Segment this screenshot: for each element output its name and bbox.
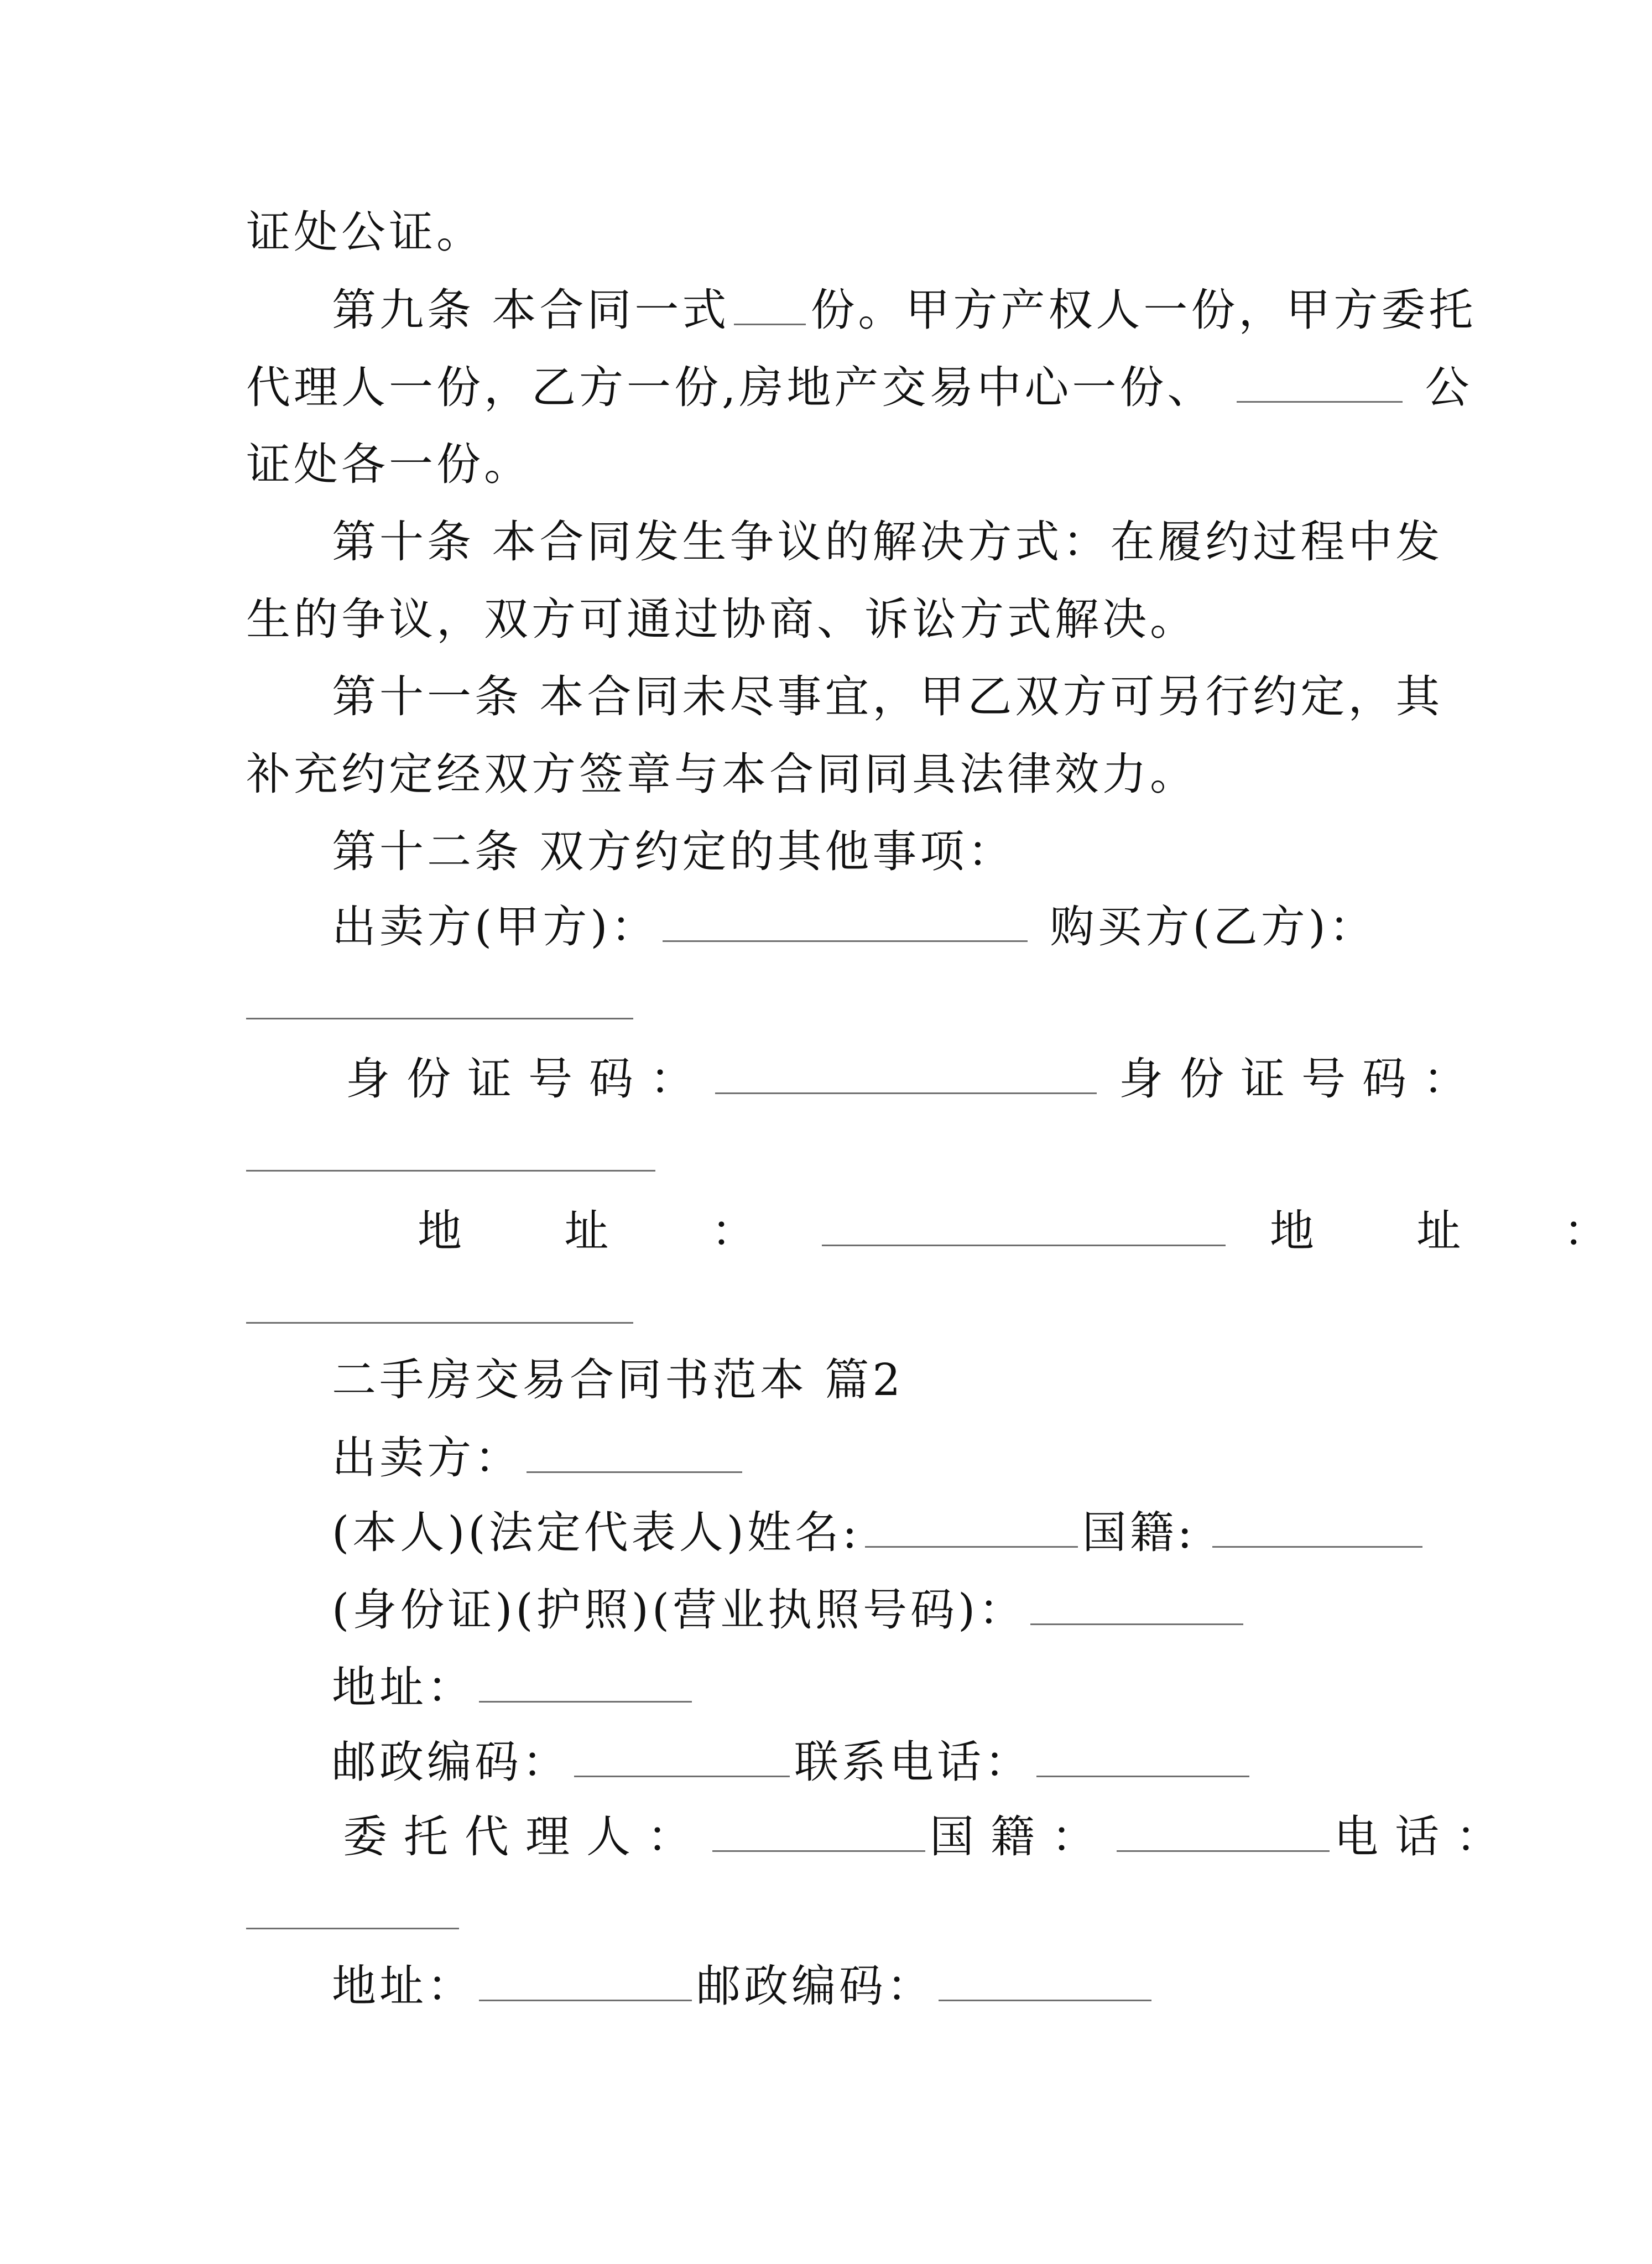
agent-phone-blank[interactable] <box>246 1928 459 1929</box>
text: 证处公证。 <box>246 206 484 258</box>
text: 地址： <box>332 1662 475 1713</box>
seller-buyer-line <box>332 896 1377 957</box>
text: 联系电话： <box>794 1736 1032 1788</box>
paragraph-line <box>246 589 1372 650</box>
text: 二手房交易合同书范本 篇2 <box>332 1354 904 1406</box>
text: (身份证)(护照)(营业执照号码)： <box>332 1584 1026 1636</box>
text: 第十二条 双方约定的其他事项： <box>332 826 1015 877</box>
text: 生的争议，双方可通过协商、诉讼方式解决。 <box>246 594 1197 645</box>
agent-line <box>343 1806 1516 1867</box>
postcode-phone-line <box>332 1731 1372 1793</box>
text: 份。甲方产权人一份，甲方委托 <box>810 284 1477 336</box>
name-line <box>332 1502 1372 1563</box>
text: 国籍: <box>1082 1507 1196 1558</box>
agent-blank[interactable] <box>712 1806 925 1852</box>
paragraph-line <box>246 434 1372 495</box>
text: (本人)(法定代表人)姓名: <box>332 1507 861 1558</box>
text: 邮政编码： <box>332 1736 570 1788</box>
id-label-2: 身份证号码： <box>1119 1053 1484 1105</box>
id-blank[interactable] <box>1030 1579 1243 1625</box>
seller-line <box>332 1427 1372 1488</box>
buyer-id-blank[interactable] <box>246 1170 655 1172</box>
text: 出卖方： <box>332 1432 522 1484</box>
agent-postcode-blank[interactable] <box>939 1955 1151 2001</box>
seller-address-blank[interactable] <box>822 1200 1226 1246</box>
agent-nationality-blank[interactable] <box>1117 1806 1330 1852</box>
text: 代理人一份，乙方一份,房地产交易中心一份、 <box>246 362 1215 413</box>
text: 委托代理人： <box>343 1811 708 1862</box>
seller-label: 出卖方(甲方)： <box>332 901 659 953</box>
clause-12-line <box>332 821 1372 882</box>
clause-10-line <box>332 512 1443 572</box>
address-label: 地 址 ： <box>418 1205 800 1257</box>
agent-address-blank[interactable] <box>479 1955 692 2001</box>
name-blank[interactable] <box>865 1502 1078 1548</box>
buyer-label: 购买方(乙方)： <box>1050 901 1377 953</box>
text: 第十一条 本合同未尽事宜，甲乙双方可另行约定，其 <box>332 671 1443 722</box>
id-label: 身份证号码： <box>346 1053 711 1105</box>
paragraph-line <box>246 357 1473 418</box>
clause-11-line <box>332 667 1443 727</box>
nationality-blank[interactable] <box>1212 1502 1422 1548</box>
agent-address-line <box>332 1955 1372 2017</box>
section-title <box>332 1350 1372 1411</box>
address-label-2: 地 址 ： <box>1269 1205 1652 1257</box>
text: 电话： <box>1334 1811 1516 1862</box>
address-line-2 <box>332 1657 1372 1718</box>
paragraph-line <box>246 202 1372 263</box>
buyer-blank[interactable] <box>246 1018 633 1019</box>
text: 国籍： <box>930 1811 1112 1862</box>
text: 补充约定经双方签章与本合同同具法律效力。 <box>246 748 1197 800</box>
postcode-blank[interactable] <box>574 1731 790 1777</box>
seller-blank[interactable] <box>663 896 1028 942</box>
seller-id-blank[interactable] <box>715 1048 1097 1094</box>
blank-field[interactable] <box>527 1427 742 1473</box>
address-blank[interactable] <box>479 1657 692 1703</box>
phone-blank[interactable] <box>1036 1731 1249 1777</box>
notary-blank[interactable] <box>1237 357 1403 403</box>
text: 公 <box>1425 362 1473 413</box>
clause-9-line <box>332 279 1477 341</box>
text: 地址： <box>332 1960 475 2012</box>
text: 证处各一份。 <box>246 439 531 490</box>
id-type-line <box>332 1579 1372 1641</box>
address-line <box>418 1200 1652 1262</box>
text: 第十条 本合同发生争议的解决方式：在履约过程中发 <box>332 516 1443 568</box>
text: 第九条 本合同一式 <box>332 284 730 336</box>
id-number-line <box>346 1048 1484 1110</box>
buyer-address-blank[interactable] <box>246 1322 633 1324</box>
copies-blank[interactable] <box>734 279 806 325</box>
text: 邮政编码： <box>696 1960 934 2012</box>
paragraph-line <box>246 744 1372 805</box>
